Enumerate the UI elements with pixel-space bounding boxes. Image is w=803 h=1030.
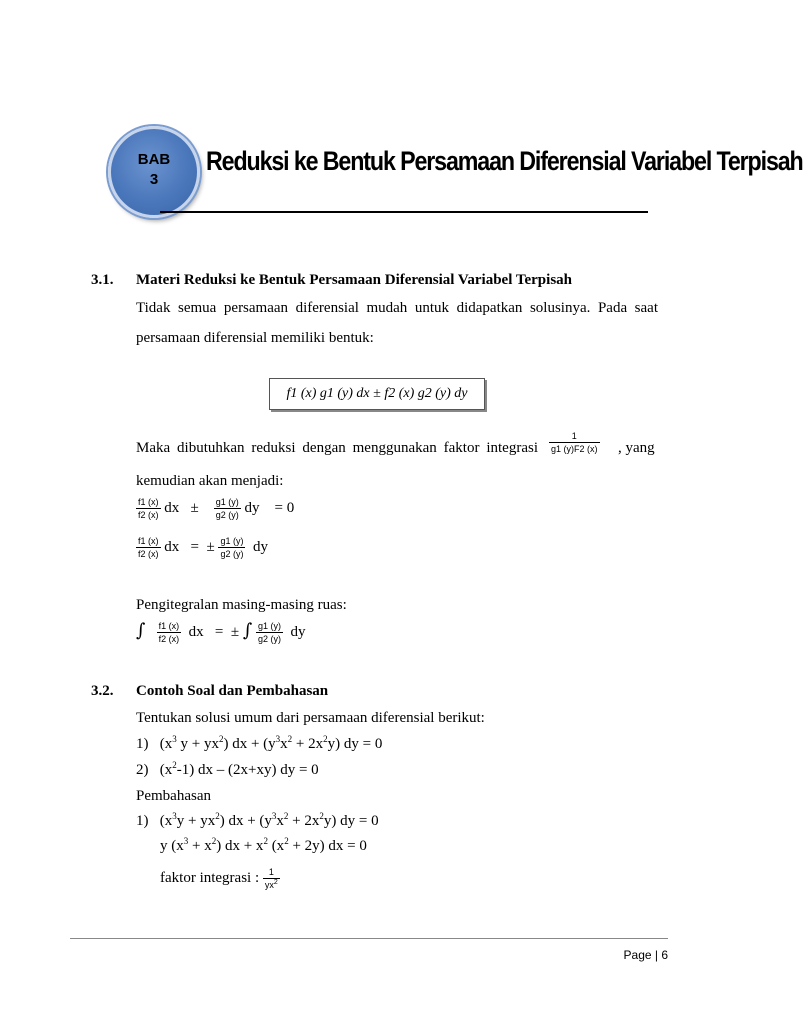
solution-item <box>136 813 379 830</box>
math-text: dy <box>252 538 268 555</box>
fraction-denominator: f2 (x) <box>138 549 159 559</box>
fraction-denominator-text: yx <box>264 880 274 890</box>
list-number: 1) <box>136 736 149 752</box>
math-text: = <box>214 624 224 640</box>
fraction-denominator: g1 (y)F2 (x) <box>551 444 598 454</box>
fraction-numerator: g1 (y) <box>215 497 239 507</box>
paragraph-line: Tentukan solusi umum dari persamaan diferensial berikut: <box>136 710 485 726</box>
math-expression: y $(x^3 + x^2)$ dx + $x^2$ $(x^2 + 2y)$ dx = 0 <box>160 836 367 854</box>
fraction-denominator: g2 (y) <box>220 549 244 559</box>
math-expression: $(x^3y + yx^2)$ dx + $(y^3x^2 + 2x^2y)$ dy = 0 <box>159 811 379 829</box>
fraction-denominator: f2 (x) <box>138 510 159 520</box>
problem-item <box>136 736 382 753</box>
fraction-denominator: f2 (x) <box>158 634 180 645</box>
formula-box: f1 (x) g1 (y) dx ± f2 (x) g2 (y) dy <box>269 378 485 410</box>
fraction-denominator: $yx^2$ <box>264 879 278 890</box>
chapter-title: Reduksi ke Bentuk Persamaan Diferensial Variabel Terpisah <box>206 146 803 176</box>
equation-line <box>136 620 306 645</box>
fraction-numerator: 1 <box>549 430 600 443</box>
list-number: 1) <box>136 813 149 829</box>
section-number: 3.1. <box>91 272 114 288</box>
chapter-badge <box>108 126 200 218</box>
math-text: ± <box>230 624 240 640</box>
equation-line <box>136 496 294 521</box>
paragraph-line: Maka dibutuhkan reduksi dengan menggunakan faktor integrasi <box>136 440 538 456</box>
integral-symbol: ∫ <box>136 620 146 641</box>
fraction-numerator: f1 (x) <box>138 536 159 546</box>
math-text: dx <box>164 499 180 516</box>
math-text: dx <box>164 538 180 555</box>
paragraph-line: Pengitegralan masing-masing ruas: <box>136 597 347 613</box>
badge-number: 3 <box>149 171 159 188</box>
section-number: 3.2. <box>91 683 114 699</box>
math-text: ± <box>206 538 215 555</box>
paragraph-line: Pembahasan <box>136 788 211 804</box>
paragraph-line: Tidak semua persamaan diferensial mudah untuk didapatkan solusinya. Pada saat <box>136 300 658 316</box>
integration-factor <box>549 430 600 455</box>
factor-label: faktor integrasi : <box>160 869 260 886</box>
fraction-numerator: g1 (y) <box>258 621 282 632</box>
math-expression: $(x^2-1)$ dx – (2x+xy) dy = 0 <box>159 760 319 778</box>
math-text: dy <box>244 499 260 516</box>
factor-line <box>160 866 280 891</box>
math-expression: ($x^3$ $y + yx^2$) dx + $(y^3x^2 + 2x^2y)$ dy = 0 <box>159 734 383 752</box>
paragraph-line: , yang <box>618 440 655 456</box>
math-text: = <box>190 538 199 555</box>
fraction-numerator: f1 (x) <box>138 497 159 507</box>
integral-symbol: ∫ <box>242 620 253 641</box>
badge-label: BAB <box>137 151 171 168</box>
paragraph-line: persamaan diferensial memiliki bentuk: <box>136 330 374 346</box>
page-number: Page | 6 <box>623 948 668 962</box>
equation-line <box>136 535 268 560</box>
math-text: dy <box>290 624 306 640</box>
math-text: ± <box>190 499 199 516</box>
math-text: = 0 <box>274 499 295 516</box>
section-heading: Contoh Soal dan Pembahasan <box>136 683 329 699</box>
footer-rule <box>70 938 668 939</box>
fraction-denominator: g2 (y) <box>258 634 282 645</box>
paragraph-line: kemudian akan menjadi: <box>136 473 284 489</box>
title-underline <box>160 211 648 213</box>
math-text: dx <box>188 624 204 640</box>
fraction-numerator: f1 (x) <box>158 621 180 632</box>
fraction-denominator: g2 (y) <box>215 510 239 520</box>
list-number: 2) <box>136 762 149 778</box>
fraction-numerator: g1 (y) <box>220 536 244 546</box>
problem-item <box>136 762 319 779</box>
section-heading: Materi Reduksi ke Bentuk Persamaan Diferensial Variabel Terpisah <box>136 272 572 288</box>
fraction-numerator: 1 <box>263 866 280 879</box>
